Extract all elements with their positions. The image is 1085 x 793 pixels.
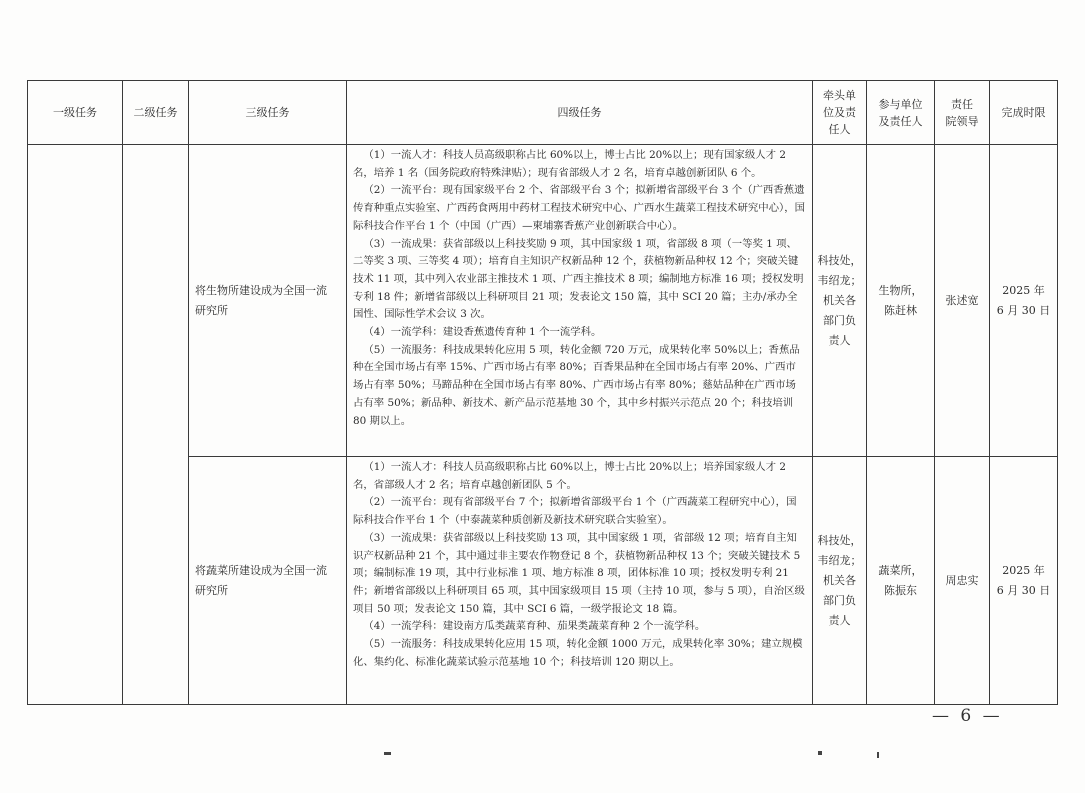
participant-cell [867, 457, 935, 705]
lead-line: 韦绍龙； [817, 553, 862, 567]
participant-cell [867, 145, 935, 457]
tier4-item: （4）一流学科：建设南方瓜类蔬菜育种、茄果类蔬菜育种 2 个一流学科。 [363, 620, 706, 633]
tier3-line: 将蔬菜所建设成为全国一流 [195, 563, 327, 577]
lead-line: 责人 [828, 613, 851, 627]
header-leader-line: 责任 [951, 97, 973, 111]
participant-line: 生物所， [878, 283, 923, 297]
tier4-item: （5）一流服务：科技成果转化应用 5 项，转化金额 720 万元，成果转化率 50%以上；香蕉品种在全国市场占有率 15%、广西市场占有率 80%；百香果品种在全国市场占有率 20%、广西市场占有率 50%；马蹄品种在全国市场占有率 80%、广西市场占有率 80%；慈姑品种在广西市场占有率 50%；新品种、新技术、新产品示范基地 30 个，其中乡村振兴示范点 20 个；科技培训 80 期以上。 [353, 343, 800, 427]
leader-cell: 张述宽 [935, 145, 990, 457]
deadline-line: 6 月 30 日 [996, 583, 1051, 597]
deadline-line: 6 月 30 日 [996, 303, 1051, 317]
header-leader-line: 院领导 [945, 114, 979, 128]
header-tier4: 四级任务 [347, 81, 813, 145]
header-deadline: 完成时限 [990, 81, 1058, 145]
deadline-cell [990, 145, 1058, 457]
deadline-line: 2025 年 [1002, 283, 1045, 297]
header-lead-line: 牵头单 [823, 89, 856, 102]
tier3-line: 研究所 [195, 303, 228, 317]
page-number: — 6 — [932, 706, 1003, 726]
deadline-line: 2025 年 [1002, 563, 1045, 577]
header-participant-line: 参与单位 [878, 97, 923, 111]
header-lead-line: 任人 [828, 123, 851, 136]
tier4-item: （5）一流服务：科技成果转化应用 15 项，转化金额 1000 万元，成果转化率 30%；建立规模化、集约化、标准化蔬菜试验示范基地 10 个；科技培训 120 期以上。 [353, 638, 803, 668]
deadline-cell [990, 457, 1058, 705]
header-row [28, 81, 1058, 145]
lead-line: 科技处， [817, 533, 862, 547]
tier4-item: （3）一流成果：获省部级以上科技奖励 13 项，其中国家级 1 项，省部级 12 项；培育自主知识产权新品种 21 个，其中通过非主要农作物登记 8 个，获植物新品种权 13 个；突破关键技术 5 项；编制标准 19 项，其中行业标准 1 项、地方标准 8 项，团体标准 10 项；授权发明专利 21 件；新增省部级以上科研项目 65 项，其中国家级项目 15 项（主持 10 项，参与 5 项），自治区级项目 50 项；发表论文 150 篇，其中 SCI 6 篇，一级学报论文 18 篇。 [353, 531, 805, 615]
header-tier1: 一级任务 [28, 81, 123, 145]
leader-cell: 周忠实 [935, 457, 990, 705]
participant-line: 陈振东 [884, 583, 917, 597]
tier4-item: （1）一流人才：科技人员高级职称占比 60%以上，博士占比 20%以上；培养国家级人才 2 名，省部级人才 2 名；培育卓越创新团队 5 个。 [353, 461, 786, 491]
tier3-line: 研究所 [195, 583, 228, 597]
lead-line: 机关各 [823, 573, 856, 587]
lead-line: 部门负 [823, 313, 856, 327]
tier3-cell [189, 145, 347, 457]
tier4-item: （2）一流平台：现有国家级平台 2 个、省部级平台 3 个；拟新增省部级平台 3 个（广西香蕉遗传育种重点实验室、广西药食两用中药材工程技术研究中心、广西水生蔬菜工程技术研究中心），国际科技合作平台 1 个（中国（广西）—柬埔寨香蕉产业创新联合中心）。 [353, 184, 805, 232]
header-tier2: 二级任务 [123, 81, 189, 145]
tier1-cell [28, 145, 123, 705]
tier4-item: （2）一流平台：现有省部级平台 7 个；拟新增省部级平台 1 个（广西蔬菜工程研究中心），国际科技合作平台 1 个（中泰蔬菜种质创新及新技术研究联合实验室）。 [353, 496, 797, 527]
lead-unit-cell [813, 145, 867, 457]
lead-line: 韦绍龙； [817, 273, 862, 287]
header-tier3: 三级任务 [189, 81, 347, 145]
scan-speck [384, 752, 391, 755]
table-row [28, 145, 1058, 457]
header-participant-line: 及责任人 [878, 114, 923, 128]
header-lead-unit [813, 81, 867, 145]
header-participant [867, 81, 935, 145]
lead-line: 责人 [828, 333, 851, 347]
participant-line: 蔬菜所， [878, 563, 923, 577]
lead-line: 机关各 [823, 293, 856, 307]
tier2-cell [123, 145, 189, 705]
tier4-cell [347, 145, 813, 457]
tier4-item: （3）一流成果：获省部级以上科技奖励 9 项，其中国家级 1 项，省部级 8 项（一等奖 1 项、二等奖 3 项、三等奖 4 项）；培育自主知识产权新品种 12 个，获植物新品种权 12 个；突破关键技术 11 项，其中列入农业部主推技术 1 项、广西主推技术 8 项；编制地方标准 16 项；授权发明专利 18 件；新增省部级以上科研项目 21 项；发表论文 150 篇，其中 SCI 20 篇；主办/承办全国性、国际性学术会议 3 次。 [353, 237, 804, 321]
tier4-item: （4）一流学科：建设香蕉遗传育种 1 个一流学科。 [363, 326, 602, 339]
participant-line: 陈赶林 [884, 303, 917, 317]
header-leader [935, 81, 990, 145]
tier4-cell [347, 457, 813, 705]
task-table [27, 80, 1058, 705]
tier4-item: （1）一流人才：科技人员高级职称占比 60%以上，博士占比 20%以上；现有国家级人才 2 名，培养 1 名（国务院政府特殊津贴）；现有省部级人才 2 名，培育卓越创新团队 6 个。 [353, 149, 786, 179]
header-lead-line: 位及责 [823, 106, 856, 119]
lead-unit-cell [813, 457, 867, 705]
scan-speck [877, 752, 879, 758]
lead-line: 部门负 [823, 593, 856, 607]
scan-speck [818, 751, 822, 755]
tier3-cell [189, 457, 347, 705]
lead-line: 科技处， [817, 253, 862, 267]
tier3-line: 将生物所建设成为全国一流 [195, 283, 327, 297]
